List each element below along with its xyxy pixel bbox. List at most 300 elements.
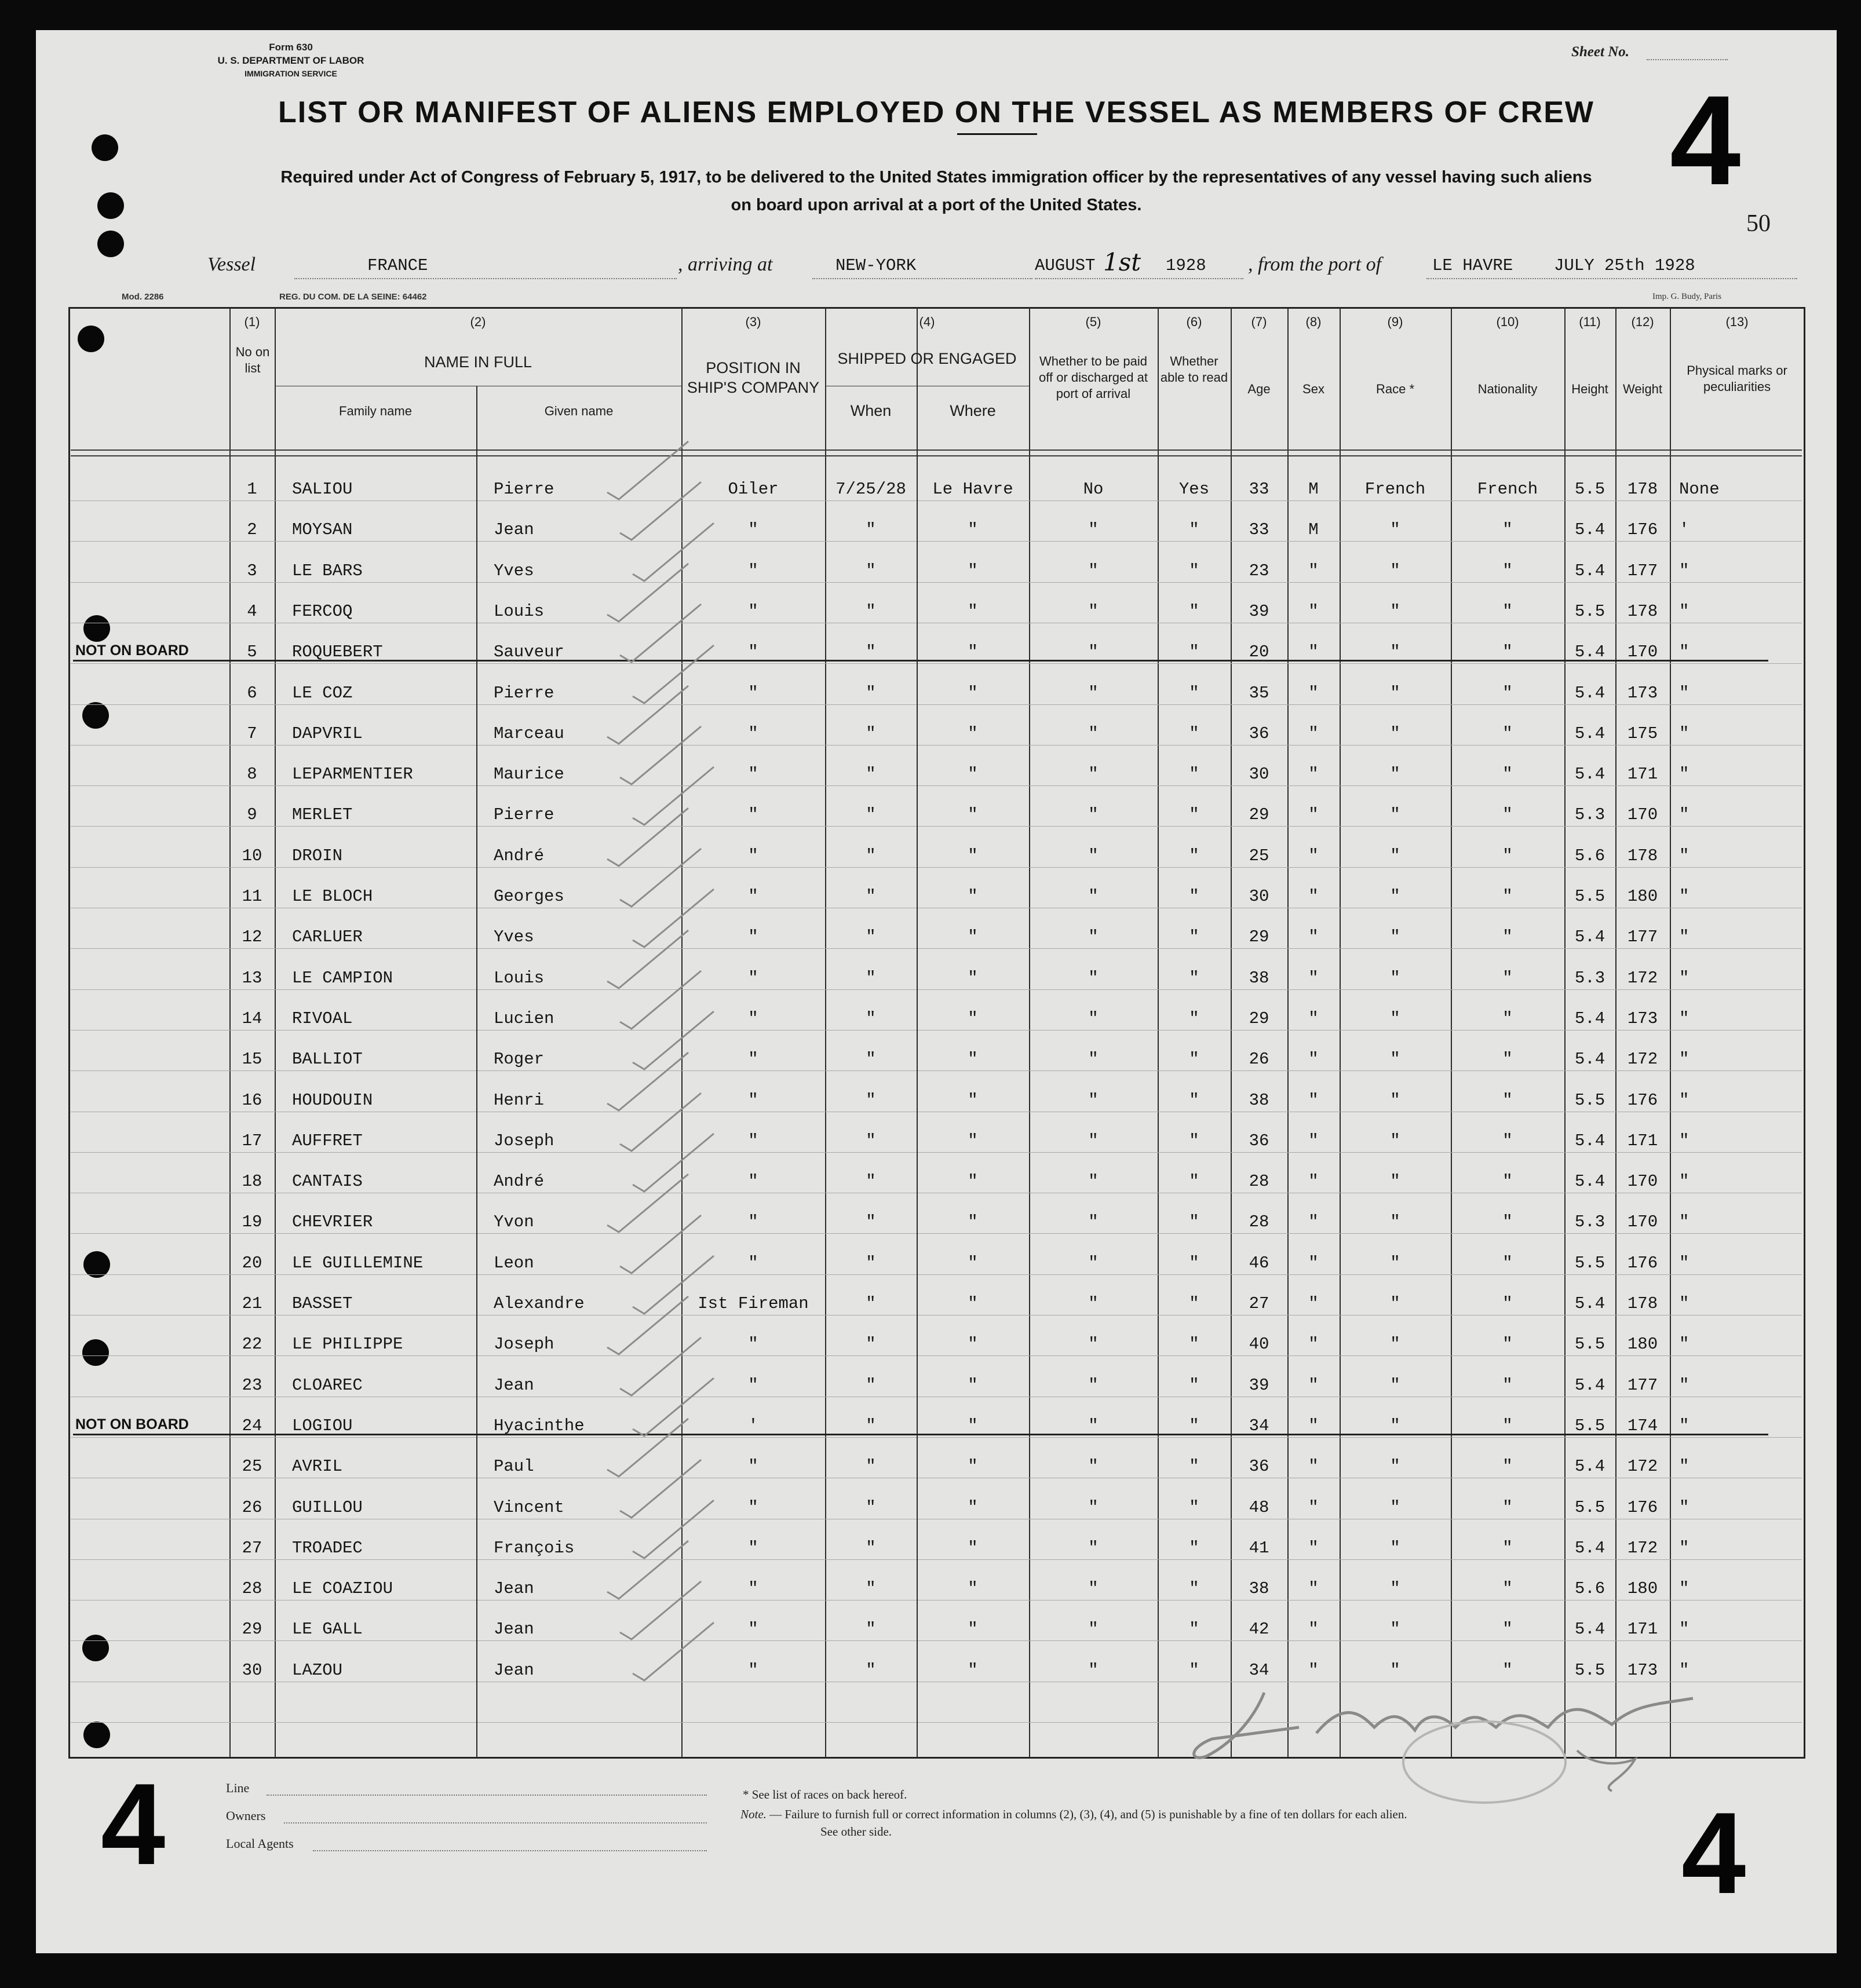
cell-family: CARLUER (292, 927, 363, 947)
cell-age: 36 (1249, 1131, 1269, 1150)
cell-race: " (1390, 520, 1400, 540)
table-row (68, 765, 1804, 805)
cell-when: " (866, 601, 876, 621)
cell-family: CLOAREC (292, 1375, 363, 1395)
cell-paid: " (1088, 1457, 1099, 1477)
cell-age: 29 (1249, 805, 1269, 825)
table-row (68, 927, 1804, 968)
cell-family: LOGIOU (292, 1416, 353, 1435)
footer-line-label: Line (226, 1781, 250, 1795)
cell-read: " (1189, 968, 1199, 988)
cell-where: " (968, 1212, 978, 1232)
cell-when: " (866, 1172, 876, 1192)
cell-weight: 173 (1627, 1660, 1658, 1680)
cell-no: 30 (242, 1660, 262, 1680)
cell-race: " (1390, 1538, 1400, 1558)
table-row (68, 520, 1804, 561)
form-identifier (169, 41, 413, 81)
cell-height: 5.4 (1574, 520, 1605, 540)
cell-paid: " (1088, 1212, 1099, 1232)
cell-given: André (494, 846, 545, 865)
cell-race: French (1364, 480, 1426, 499)
cell-sex: " (1308, 968, 1319, 988)
table-row (68, 1416, 1804, 1457)
cell-given: Pierre (494, 683, 554, 703)
cell-family: LE COZ (292, 683, 353, 703)
cell-read: " (1189, 846, 1199, 865)
cell-height: 5.5 (1574, 1416, 1605, 1435)
cell-where: " (968, 1172, 978, 1192)
cell-nationality: " (1502, 765, 1513, 784)
cell-paid: " (1088, 642, 1099, 662)
cell-position: Ist Fireman (698, 1294, 809, 1313)
sheet-number-label: Sheet No. (1571, 44, 1629, 60)
cell-where: " (968, 1538, 978, 1558)
cell-position: " (748, 1620, 758, 1639)
column-number: (9) (1387, 315, 1403, 329)
cell-age: 36 (1249, 723, 1269, 743)
cell-marks: " (1679, 846, 1690, 865)
cell-no: 9 (247, 805, 257, 825)
cell-position: " (748, 805, 758, 825)
not-on-board-label: NOT ON BOARD (75, 1416, 189, 1432)
cell-given: Joseph (494, 1131, 554, 1150)
cell-marks: " (1679, 1335, 1690, 1354)
cell-sex: " (1308, 561, 1319, 580)
table-row (68, 1091, 1804, 1131)
table-row (68, 1009, 1804, 1050)
cell-weight: 170 (1627, 1212, 1658, 1232)
see-other-side: See other side. (820, 1825, 892, 1839)
page-title: LIST OR MANIFEST OF ALIENS EMPLOYED ON THE VESSEL AS MEMBERS OF CREW (278, 96, 1594, 129)
cell-when: " (866, 1212, 876, 1232)
cell-position: " (748, 561, 758, 580)
cell-given: André (494, 1172, 545, 1192)
cell-weight: 172 (1627, 1050, 1658, 1069)
column-number: (11) (1579, 315, 1601, 329)
cell-read: " (1189, 887, 1199, 906)
cell-where: Le Havre (932, 480, 1013, 499)
header-nationality: Nationality (1477, 382, 1538, 396)
cell-family: MERLET (292, 805, 353, 825)
cell-weight: 170 (1627, 805, 1658, 825)
cell-when: " (866, 723, 876, 743)
cell-where: " (968, 561, 978, 580)
cell-age: 25 (1249, 846, 1269, 865)
cell-age: 34 (1249, 1416, 1269, 1435)
check-mark-icon (627, 1620, 720, 1684)
cell-paid: " (1088, 1620, 1099, 1639)
cell-no: 25 (242, 1457, 262, 1477)
cell-family: RIVOAL (292, 1008, 353, 1028)
cell-sex: " (1308, 1294, 1319, 1313)
cell-no: 23 (242, 1375, 262, 1395)
cell-where: " (968, 723, 978, 743)
cell-family: SALIOU (292, 480, 353, 499)
header-no-on-list: No on list (235, 345, 270, 375)
cell-read: " (1189, 765, 1199, 784)
table-row (68, 1538, 1804, 1579)
cell-position: " (748, 1253, 758, 1273)
cell-read: " (1189, 1008, 1199, 1028)
cell-marks: " (1679, 1620, 1690, 1639)
cell-race: " (1390, 1457, 1400, 1477)
cell-height: 5.6 (1574, 1579, 1605, 1599)
cell-position: " (748, 1538, 758, 1558)
cell-where: " (968, 1497, 978, 1517)
cell-race: " (1390, 1335, 1400, 1354)
cell-read: " (1189, 561, 1199, 580)
cell-when: " (866, 927, 876, 947)
table-row (68, 846, 1804, 887)
header-race: Race * (1375, 382, 1415, 396)
cell-age: 29 (1249, 1008, 1269, 1028)
table-row (68, 1620, 1804, 1660)
cell-height: 5.3 (1574, 1212, 1605, 1232)
vessel-label: Vessel (207, 254, 256, 275)
cell-no: 8 (247, 765, 257, 784)
cell-weight: 177 (1627, 1375, 1658, 1395)
cell-given: Leon (494, 1253, 534, 1273)
cell-where: " (968, 887, 978, 906)
cell-sex: " (1308, 1538, 1319, 1558)
arriving-label: , arriving at (678, 254, 773, 275)
cell-position: Oiler (728, 480, 779, 499)
cell-nationality: " (1502, 1457, 1513, 1477)
cell-race: " (1390, 1090, 1400, 1110)
subtitle-line-1: Required under Act of Congress of February 5, 1917, to be delivered to the United States immigration officer by the representatives of any vessel having such aliens (280, 168, 1592, 187)
cell-paid: " (1088, 1008, 1099, 1028)
cell-no: 26 (242, 1497, 262, 1517)
cell-given: Roger (494, 1050, 545, 1069)
cell-height: 5.5 (1574, 1335, 1605, 1354)
cell-sex: " (1308, 927, 1319, 947)
cell-height: 5.4 (1574, 1538, 1605, 1558)
cell-marks: " (1679, 1497, 1690, 1517)
cell-nationality: " (1502, 846, 1513, 865)
cell-sex: " (1308, 1335, 1319, 1354)
cell-when: " (866, 1131, 876, 1150)
cell-when: " (866, 683, 876, 703)
cell-sex: " (1308, 642, 1319, 662)
cell-when: " (866, 1538, 876, 1558)
column-number: (7) (1251, 315, 1267, 329)
column-number: (4) (919, 315, 935, 329)
cell-race: " (1390, 1253, 1400, 1273)
cell-marks: " (1679, 1050, 1690, 1069)
cell-when: " (866, 1050, 876, 1069)
cell-read: " (1189, 1497, 1199, 1517)
cell-race: " (1390, 683, 1400, 703)
cell-where: " (968, 968, 978, 988)
table-row (68, 684, 1804, 724)
cell-age: 20 (1249, 642, 1269, 662)
cell-race: " (1390, 1008, 1400, 1028)
cell-family: AUFFRET (292, 1131, 363, 1150)
cell-position: " (748, 846, 758, 865)
cell-paid: " (1088, 1090, 1099, 1110)
cell-weight: 171 (1627, 1620, 1658, 1639)
header-able-to-read: Whether able to read (1160, 354, 1228, 385)
cell-when: " (866, 1008, 876, 1028)
cell-no: 18 (242, 1172, 262, 1192)
cell-read: " (1189, 1335, 1199, 1354)
cell-nationality: " (1502, 1497, 1513, 1517)
cell-no: 13 (242, 968, 262, 988)
cell-marks: " (1679, 1172, 1690, 1192)
cell-age: 28 (1249, 1172, 1269, 1192)
cell-given: Lucien (494, 1008, 554, 1028)
cell-weight: 176 (1627, 1090, 1658, 1110)
cell-family: FERCOQ (292, 601, 353, 621)
cell-marks: ' (1679, 520, 1690, 540)
cell-age: 33 (1249, 520, 1269, 540)
cell-sex: " (1308, 1660, 1319, 1680)
cell-sex: " (1308, 765, 1319, 784)
cell-given: Georges (494, 887, 564, 906)
cell-given: Yves (494, 561, 534, 580)
cell-race: " (1390, 1050, 1400, 1069)
cell-race: " (1390, 1212, 1400, 1232)
cell-paid: " (1088, 1294, 1099, 1313)
cell-height: 5.4 (1574, 642, 1605, 662)
column-number: (12) (1631, 315, 1654, 329)
cell-age: 35 (1249, 683, 1269, 703)
cell-given: Sauveur (494, 642, 564, 662)
cell-read: " (1189, 927, 1199, 947)
cell-where: " (968, 1335, 978, 1354)
page-number: 50 (1746, 210, 1771, 237)
cell-marks: " (1679, 1008, 1690, 1028)
departure-port: LE HAVRE (1432, 256, 1513, 275)
cell-nationality: " (1502, 1008, 1513, 1028)
cell-when: 7/25/28 (835, 480, 906, 499)
cell-nationality: " (1502, 1579, 1513, 1599)
cell-paid: " (1088, 1172, 1099, 1192)
cell-age: 34 (1249, 1660, 1269, 1680)
cell-where: " (968, 1416, 978, 1435)
table-row (68, 805, 1804, 846)
table-row (68, 480, 1804, 520)
cell-nationality: French (1477, 480, 1538, 499)
cell-paid: " (1088, 1660, 1099, 1680)
cell-no: 10 (242, 846, 262, 865)
cell-weight: 170 (1627, 1172, 1658, 1192)
column-number: (13) (1725, 315, 1749, 329)
cell-no: 3 (247, 561, 257, 580)
header-position: POSITION IN SHIP'S COMPANY (687, 359, 820, 396)
cell-sex: " (1308, 1172, 1319, 1192)
cell-position: " (748, 520, 758, 540)
cell-where: " (968, 1579, 978, 1599)
cell-read: " (1189, 1375, 1199, 1395)
cell-read: " (1189, 1131, 1199, 1150)
cell-marks: " (1679, 1457, 1690, 1477)
strike-through-line (73, 660, 1768, 662)
cell-race: " (1390, 1660, 1400, 1680)
cell-when: " (866, 1253, 876, 1273)
cell-height: 5.4 (1574, 1457, 1605, 1477)
cell-nationality: " (1502, 1212, 1513, 1232)
cell-given: Vincent (494, 1497, 564, 1517)
cell-sex: " (1308, 1050, 1319, 1069)
cell-nationality: " (1502, 642, 1513, 662)
cell-where: " (968, 805, 978, 825)
cell-weight: 177 (1627, 561, 1658, 580)
race-note: * See list of races on back hereof. (743, 1788, 907, 1801)
column-number: (3) (745, 315, 761, 329)
cell-family: LE GALL (292, 1620, 363, 1639)
cell-paid: " (1088, 1416, 1099, 1435)
cell-position: " (748, 1008, 758, 1028)
cell-read: " (1189, 520, 1199, 540)
binder-hole (92, 134, 118, 161)
cell-where: " (968, 683, 978, 703)
cell-age: 27 (1249, 1294, 1269, 1313)
cell-age: 29 (1249, 927, 1269, 947)
cell-position: " (748, 1131, 758, 1150)
cell-height: 5.4 (1574, 1294, 1605, 1313)
cell-when: " (866, 1579, 876, 1599)
cell-age: 28 (1249, 1212, 1269, 1232)
cell-family: CHEVRIER (292, 1212, 373, 1232)
cell-age: 30 (1249, 765, 1269, 784)
cell-race: " (1390, 927, 1400, 947)
table-row (68, 642, 1804, 683)
cell-no: 29 (242, 1620, 262, 1639)
cell-age: 33 (1249, 480, 1269, 499)
cell-when: " (866, 846, 876, 865)
cell-weight: 176 (1627, 520, 1658, 540)
cell-family: LE BLOCH (292, 887, 373, 906)
cell-no: 7 (247, 723, 257, 743)
cell-marks: " (1679, 1090, 1690, 1110)
cell-height: 5.4 (1574, 1131, 1605, 1150)
cell-paid: " (1088, 1335, 1099, 1354)
cell-paid: " (1088, 1050, 1099, 1069)
cell-age: 46 (1249, 1253, 1269, 1273)
table-row (68, 1212, 1804, 1253)
table-row (68, 602, 1804, 642)
cell-given: Maurice (494, 765, 564, 784)
cell-marks: None (1679, 480, 1720, 499)
arriving-port: NEW-YORK (835, 256, 917, 275)
header-name-in-full: NAME IN FULL (424, 353, 532, 371)
cell-nationality: " (1502, 1660, 1513, 1680)
cell-height: 5.5 (1574, 601, 1605, 621)
cell-no: 12 (242, 927, 262, 947)
cell-nationality: " (1502, 1131, 1513, 1150)
cell-when: " (866, 968, 876, 988)
cell-where: " (968, 1131, 978, 1150)
cell-marks: " (1679, 1579, 1690, 1599)
cell-where: " (968, 1090, 978, 1110)
column-number: (6) (1186, 315, 1202, 329)
cell-paid: " (1088, 887, 1099, 906)
cell-height: 5.4 (1574, 561, 1605, 580)
cell-marks: " (1679, 561, 1690, 580)
cell-nationality: " (1502, 1090, 1513, 1110)
cell-family: DAPVRIL (292, 723, 363, 743)
cell-race: " (1390, 1497, 1400, 1517)
cell-no: 5 (247, 642, 257, 662)
cell-given: Paul (494, 1457, 534, 1477)
cell-read: " (1189, 1050, 1199, 1069)
cell-paid: " (1088, 683, 1099, 703)
cell-height: 5.5 (1574, 1090, 1605, 1110)
cell-race: " (1390, 1579, 1400, 1599)
cell-position: " (748, 723, 758, 743)
not-on-board-label: NOT ON BOARD (75, 642, 189, 659)
cell-read: " (1189, 1457, 1199, 1477)
cell-read: " (1189, 1538, 1199, 1558)
cell-when: " (866, 887, 876, 906)
cell-sex: M (1308, 520, 1319, 540)
table-row (68, 1335, 1804, 1375)
cell-weight: 178 (1627, 480, 1658, 499)
cell-weight: 174 (1627, 1416, 1658, 1435)
cell-where: " (968, 846, 978, 865)
cell-nationality: " (1502, 1375, 1513, 1395)
cell-read: " (1189, 601, 1199, 621)
cell-race: " (1390, 723, 1400, 743)
cell-race: " (1390, 1416, 1400, 1435)
cell-sex: " (1308, 1375, 1319, 1395)
table-row (68, 1376, 1804, 1416)
cell-sex: " (1308, 1579, 1319, 1599)
cell-no: 17 (242, 1131, 262, 1150)
service-name: IMMIGRATION SERVICE (245, 69, 337, 78)
cell-read: " (1189, 1090, 1199, 1110)
cell-given: François (494, 1538, 575, 1558)
cell-family: LE CAMPION (292, 968, 393, 988)
vessel-name: FRANCE (367, 256, 428, 275)
table-row (68, 887, 1804, 927)
cell-when: " (866, 520, 876, 540)
cell-height: 5.5 (1574, 480, 1605, 499)
crew-table (68, 307, 1804, 1757)
cell-paid: " (1088, 846, 1099, 865)
cell-paid: " (1088, 968, 1099, 988)
cell-age: 41 (1249, 1538, 1269, 1558)
cell-when: " (866, 1335, 876, 1354)
cell-age: 30 (1249, 887, 1269, 906)
table-row (68, 1457, 1804, 1497)
column-number: (1) (244, 315, 260, 329)
cell-position: " (748, 1660, 758, 1680)
cell-age: 23 (1249, 561, 1269, 580)
cell-given: Jean (494, 1620, 534, 1639)
cell-paid: " (1088, 1579, 1099, 1599)
sheet-number-bottom-right: 4 (1681, 1789, 1746, 1918)
cell-position: " (748, 601, 758, 621)
cell-marks: " (1679, 1131, 1690, 1150)
header-paid-off: Whether to be paid off or discharged at port of arrival (1039, 354, 1148, 401)
cell-paid: " (1088, 601, 1099, 621)
cell-when: " (866, 1090, 876, 1110)
cell-weight: 171 (1627, 1131, 1658, 1150)
table-row (68, 1131, 1804, 1172)
cell-position: " (748, 1579, 758, 1599)
cell-nationality: " (1502, 968, 1513, 988)
cell-position: " (748, 1090, 758, 1110)
cell-family: DROIN (292, 846, 343, 865)
cell-given: Pierre (494, 805, 554, 825)
strike-through-line (73, 1434, 1768, 1435)
binder-hole (97, 231, 124, 257)
cell-race: " (1390, 765, 1400, 784)
cell-marks: " (1679, 968, 1690, 988)
